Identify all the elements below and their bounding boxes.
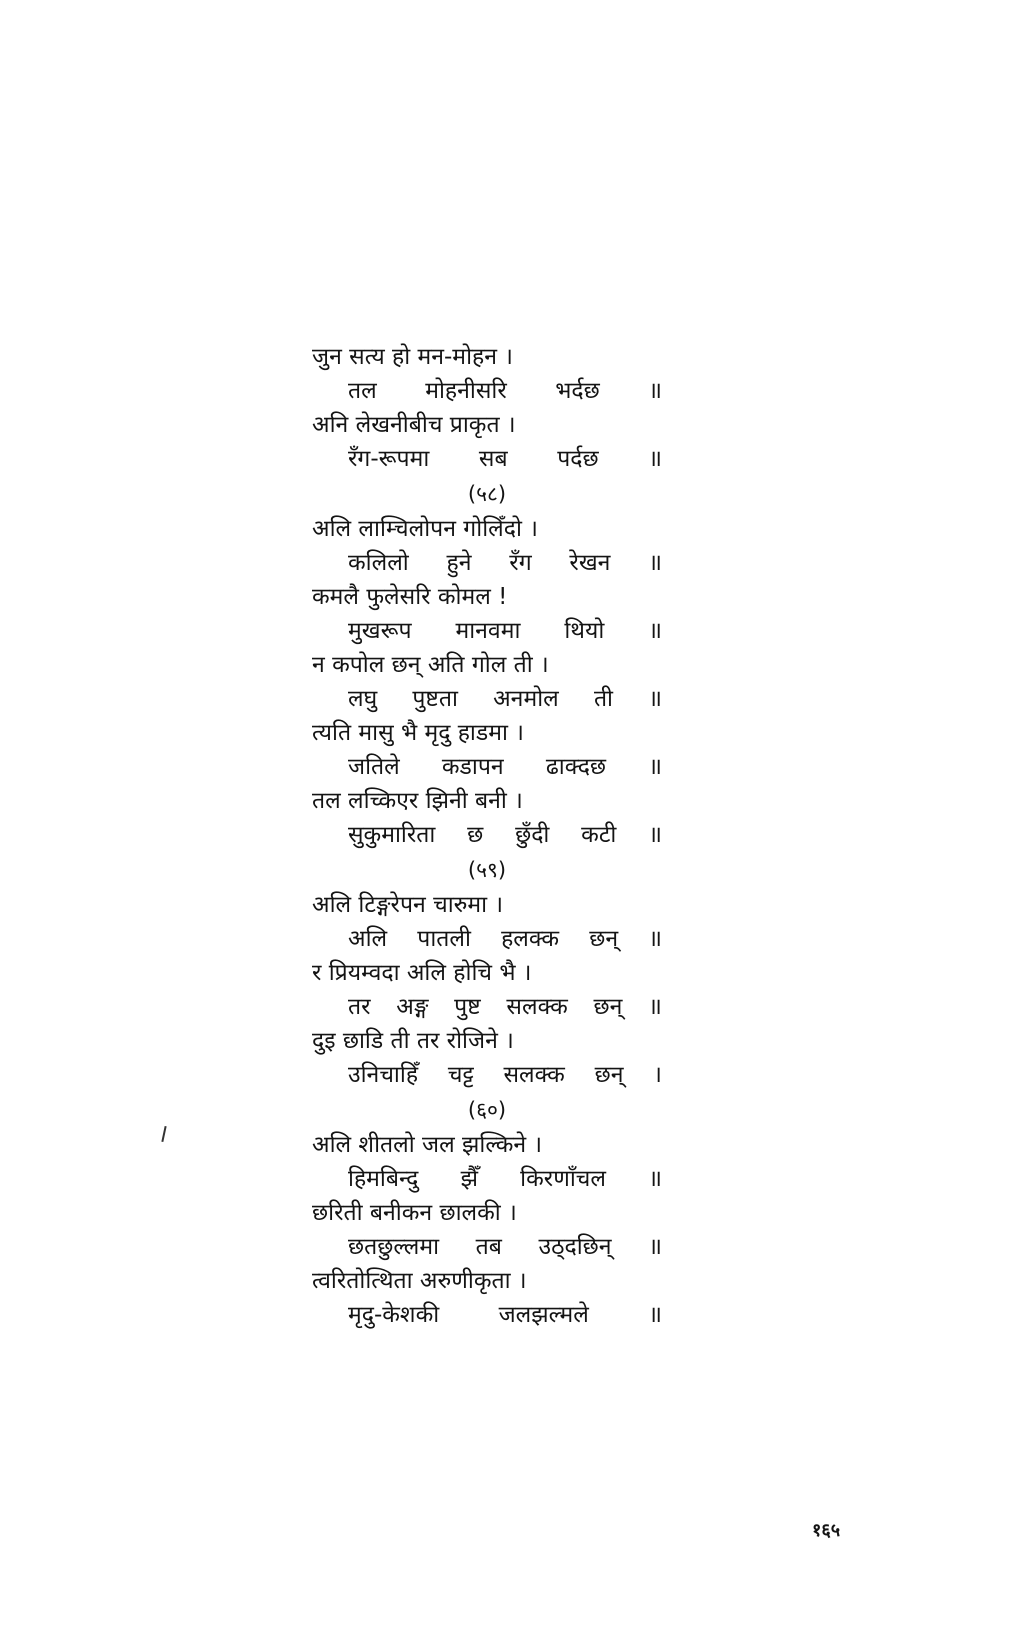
verse-line-indented	[312, 682, 672, 716]
verse-word: किरणाँचल	[520, 1166, 606, 1192]
verse-word: छन्	[589, 926, 619, 952]
verse-word: ॥	[648, 686, 662, 712]
verse-line: त्यति मासु भै मृदु हाडमा ।	[312, 720, 524, 746]
verse-word: छुँदी	[515, 822, 550, 848]
verse-word: ॥	[648, 822, 662, 848]
verse-word: ॥	[648, 1234, 662, 1260]
verse-word: पर्दछ	[557, 446, 599, 472]
verse-word: सलक्क	[503, 1062, 565, 1088]
verse-line: अलि टिङ्गरेपन चारुमा ।	[312, 892, 504, 918]
verse-word: रँग-रूपमा	[348, 446, 430, 472]
verse-word: छन्	[593, 994, 623, 1020]
verse-word: भर्दछ	[555, 378, 600, 404]
verse-word: सुकुमारिता	[348, 822, 436, 848]
verse-word: चट्ट	[447, 1062, 474, 1088]
verse-word: ॥	[648, 1166, 662, 1192]
verse-word: ॥	[648, 926, 662, 952]
verse-line-indented	[312, 990, 672, 1024]
verse-word: ॥	[648, 754, 662, 780]
verse-word: उनिचाहिँ	[348, 1062, 419, 1088]
verse-word: ॥	[648, 446, 662, 472]
verse-word: अङ्ग	[396, 994, 429, 1020]
verse-word: तर	[348, 994, 371, 1020]
verse-line: अलि लाम्चिलोपन गोलिँदो ।	[312, 516, 538, 542]
verse-word: कलिलो	[348, 550, 409, 576]
stanza-number: (६०)	[467, 1098, 507, 1122]
verse-line: दुइ छाडि ती तर रोजिने ।	[312, 1028, 514, 1054]
verse-word: जलझल्मले	[498, 1302, 589, 1328]
verse-word: सब	[478, 446, 508, 472]
verse-word: तब	[475, 1234, 502, 1260]
verse-line-indented	[312, 546, 672, 580]
verse-line: अनि लेखनीबीच प्राकृत ।	[312, 412, 516, 438]
verse-line: कमलै फुलेसरि कोमल !	[312, 584, 508, 610]
verse-word: हुने	[446, 550, 472, 576]
verse-word: अलि	[348, 926, 388, 952]
verse-line-indented	[312, 1162, 672, 1196]
verse-word: कटी	[581, 822, 617, 848]
verse-word: ।	[653, 1062, 662, 1088]
verse-word: ॥	[648, 378, 662, 404]
verse-word: सलक्क	[506, 994, 568, 1020]
verse-word: मोहनीसरि	[425, 378, 507, 404]
verse-word: पुष्ट	[454, 994, 481, 1020]
verse-line: छरिती बनीकन छालकी ।	[312, 1200, 517, 1226]
verse-word: मानवमा	[455, 618, 521, 644]
verse-word: मृदु-केशकी	[348, 1302, 440, 1328]
verse-word: थियो	[564, 618, 605, 644]
verse-word: लघु	[348, 686, 378, 712]
verse-line-indented	[312, 750, 672, 784]
verse-line: र प्रियम्वदा अलि होचि भै ।	[312, 960, 532, 986]
verse-word: ॥	[648, 550, 662, 576]
verse-word: झैँ	[460, 1166, 478, 1192]
verse-word: ॥	[648, 618, 662, 644]
verse-line: अलि शीतलो जल झल्किने ।	[312, 1132, 543, 1158]
verse-word: छन्	[594, 1062, 624, 1088]
verse-word: हलक्क	[501, 926, 560, 952]
verse-line: न कपोल छन् अति गोल ती ।	[312, 652, 549, 678]
verse-line-indented	[312, 374, 672, 408]
verse-line-indented	[312, 1298, 672, 1332]
verse-word: ती	[593, 686, 614, 712]
poem-body	[312, 340, 672, 1332]
verse-line-indented	[312, 1230, 672, 1264]
verse-word: ढाक्दछ	[545, 754, 607, 780]
verse-word: अनमोल	[493, 686, 559, 712]
page-number: १६५	[812, 1520, 841, 1541]
verse-line-indented	[312, 614, 672, 648]
verse-word: ॥	[648, 994, 662, 1020]
margin-pencil-mark	[161, 1126, 166, 1142]
verse-line-indented	[312, 818, 672, 852]
verse-word: कडापन	[441, 754, 504, 780]
verse-word: उठ्दछिन्	[538, 1234, 612, 1260]
verse-word: छतछुल्लमा	[348, 1234, 440, 1260]
stanza-number: (५९)	[467, 858, 507, 882]
verse-word: छ	[467, 822, 484, 848]
verse-line-indented	[312, 442, 672, 476]
verse-line: जुन सत्य हो मन-मोहन ।	[312, 344, 514, 370]
verse-word: जतिले	[348, 754, 400, 780]
verse-word: रेखन	[569, 550, 611, 576]
verse-line-indented	[312, 1058, 672, 1092]
verse-line: त्वरितोत्थिता अरुणीकृता ।	[312, 1268, 527, 1294]
verse-word: पुष्टता	[412, 686, 458, 712]
verse-word: रँग	[509, 550, 532, 576]
verse-word: मुखरूप	[348, 618, 412, 644]
verse-line: तल लच्किएर झिनी बनी ।	[312, 788, 523, 814]
verse-line-indented	[312, 922, 672, 956]
verse-word: ॥	[648, 1302, 662, 1328]
stanza-number: (५८)	[467, 482, 507, 506]
verse-word: तल	[348, 378, 377, 404]
verse-word: पातली	[417, 926, 471, 952]
verse-word: हिमबिन्दु	[348, 1166, 419, 1192]
